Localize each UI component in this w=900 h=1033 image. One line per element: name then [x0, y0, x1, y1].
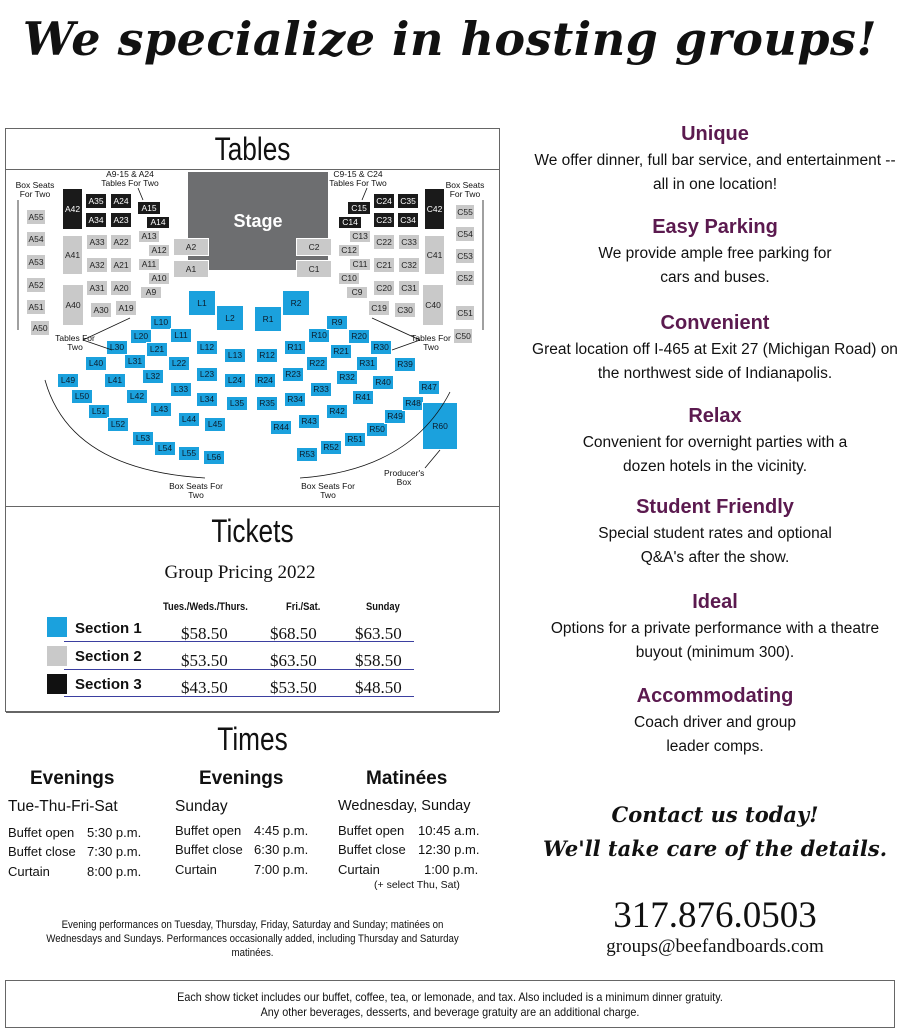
seat-l20: L20 — [130, 329, 152, 344]
seat-r11: R11 — [284, 340, 306, 355]
seat-r2: R2 — [282, 290, 310, 316]
column-header: Fri./Sat. — [286, 601, 321, 613]
matinee-note: (+ select Thu, Sat) — [374, 879, 460, 891]
seat-c10: C10 — [338, 272, 360, 285]
seat-l35: L35 — [226, 396, 248, 411]
seat-r1: R1 — [254, 306, 282, 332]
underline — [64, 641, 414, 642]
times-row-label: Buffet open — [175, 823, 242, 838]
seat-l45: L45 — [204, 417, 226, 432]
map-label-c9-15: C9-15 & C24 Tables For Two — [329, 169, 387, 188]
seat-c12: C12 — [338, 244, 360, 257]
seat-c1: C1 — [296, 260, 332, 278]
seat-a42: A42 — [62, 188, 83, 230]
seat-a10: A10 — [148, 272, 170, 285]
seat-l31: L31 — [124, 354, 146, 369]
seat-l52: L52 — [107, 417, 129, 432]
seat-r23: R23 — [282, 367, 304, 382]
seat-a51: A51 — [26, 299, 46, 315]
seat-c51: C51 — [455, 305, 475, 321]
seat-c40: C40 — [422, 284, 444, 326]
seat-c32: C32 — [398, 257, 420, 273]
seat-r43: R43 — [298, 414, 320, 429]
times-title: Times — [217, 721, 288, 757]
seat-r53: R53 — [296, 447, 318, 462]
seat-l55: L55 — [178, 446, 200, 461]
seat-a20: A20 — [110, 280, 132, 296]
seat-c34: C34 — [397, 212, 419, 228]
seat-l40: L40 — [85, 356, 107, 371]
column-header: Tues./Weds./Thurs. — [163, 601, 248, 613]
feature-title: Relax — [688, 405, 742, 427]
seat-l1: L1 — [188, 290, 216, 316]
seat-l41: L41 — [104, 373, 126, 388]
price: $63.50 — [270, 651, 317, 670]
times-row-value: 6:30 p.m. — [254, 842, 309, 857]
map-label-tables-left: Tables For Two — [55, 333, 95, 352]
times-row-value: 5:30 p.m. — [87, 825, 142, 840]
section-2-label: Section 2 — [75, 648, 142, 665]
seat-r48: R48 — [402, 396, 424, 411]
headline: We specialize in hosting groups! — [22, 12, 878, 66]
map-label-a9-15: A9-15 & A24 Tables For Two — [101, 169, 159, 188]
seat-a12: A12 — [148, 244, 170, 257]
seat-c55: C55 — [455, 204, 475, 220]
seat-r44: R44 — [270, 420, 292, 435]
seat-r60: R60 — [422, 402, 458, 450]
seat-c33: C33 — [398, 234, 420, 250]
section-3-label: Section 3 — [75, 676, 142, 693]
seat-c52: C52 — [455, 270, 475, 286]
seat-r35: R35 — [256, 396, 278, 411]
bottom-note-line-1: Each show ticket includes our buffet, coffee, tea, or lemonade, and tax. Also included is a minimum dinner gratuity. — [177, 990, 723, 1004]
times-sub: Sunday — [175, 798, 228, 815]
map-label-box-seats-left: Box Seats For Two — [15, 180, 55, 199]
times-row-label: Buffet close — [8, 844, 76, 859]
seat-l32: L32 — [142, 369, 164, 384]
seat-l53: L53 — [132, 431, 154, 446]
feature-title: Student Friendly — [636, 496, 794, 518]
seat-a14: A14 — [146, 216, 170, 229]
seat-a52: A52 — [26, 277, 46, 293]
seat-l49: L49 — [57, 373, 79, 388]
section-2-swatch — [47, 646, 67, 666]
times-head: Evenings — [199, 768, 284, 789]
seat-r9: R9 — [326, 315, 348, 330]
seat-l56: L56 — [203, 450, 225, 465]
price: $58.50 — [181, 624, 228, 643]
times-sub: Wednesday, Sunday — [338, 798, 471, 814]
seat-r30: R30 — [370, 340, 392, 355]
seat-r24: R24 — [254, 373, 276, 388]
seat-a31: A31 — [86, 280, 108, 296]
times-row-value: 12:30 p.m. — [418, 842, 480, 857]
times-row-value: 7:00 p.m. — [254, 862, 309, 877]
map-label-box-bottom-left: Box Seats For Two — [169, 481, 223, 500]
seat-r52: R52 — [320, 440, 342, 455]
seat-c31: C31 — [398, 280, 420, 296]
divider — [6, 169, 499, 170]
seat-c42: C42 — [424, 188, 445, 230]
tickets-title: Tickets — [211, 513, 294, 549]
seat-l21: L21 — [146, 342, 168, 357]
seat-r34: R34 — [284, 392, 306, 407]
seat-c22: C22 — [373, 234, 395, 250]
seat-r32: R32 — [336, 370, 358, 385]
times-head: Matinées — [366, 768, 448, 789]
seat-c11: C11 — [349, 258, 371, 271]
times-row-value: 4:45 p.m. — [254, 823, 309, 838]
underline — [64, 696, 414, 697]
seat-l10: L10 — [150, 315, 172, 330]
price: $48.50 — [355, 678, 402, 697]
seat-a1: A1 — [173, 260, 209, 278]
divider — [6, 712, 499, 713]
price: $53.50 — [270, 678, 317, 697]
seat-a23: A23 — [110, 212, 132, 228]
map-label-box-seats-right: Box Seats For Two — [445, 180, 485, 199]
phone-number[interactable]: 317.876.0503 — [613, 895, 817, 936]
times-row-label: Curtain — [175, 862, 217, 877]
seat-a35: A35 — [85, 193, 107, 209]
map-label-tables-right: Tables For Two — [411, 333, 451, 352]
section-1-swatch — [47, 617, 67, 637]
seat-c2: C2 — [296, 238, 332, 256]
seat-l2: L2 — [216, 305, 244, 331]
seat-c30: C30 — [394, 302, 416, 318]
map-label-producers-box: Producer's Box — [384, 468, 425, 487]
times-row-label: Curtain — [8, 864, 50, 879]
times-row-value: 10:45 a.m. — [418, 823, 480, 838]
times-row-label: Buffet open — [338, 823, 405, 838]
seat-l33: L33 — [170, 382, 192, 397]
feature-title: Unique — [681, 123, 749, 145]
seat-a22: A22 — [110, 234, 132, 250]
seat-r39: R39 — [394, 357, 416, 372]
times-row-label: Buffet open — [8, 825, 75, 840]
section-1-label: Section 1 — [75, 620, 142, 637]
price: $63.50 — [355, 624, 402, 643]
seat-c20: C20 — [373, 280, 395, 296]
feature-body: Special student rates and optional Q&A's after the show. — [598, 525, 832, 566]
seat-a19: A19 — [115, 300, 137, 316]
seat-a11: A11 — [138, 258, 160, 271]
seat-c14: C14 — [338, 216, 362, 229]
seat-c9: C9 — [346, 286, 368, 299]
seat-r41: R41 — [352, 390, 374, 405]
times-row-label: Buffet close — [175, 842, 243, 857]
pricing-title: Group Pricing 2022 — [164, 562, 316, 583]
seat-l43: L43 — [150, 402, 172, 417]
seat-c41: C41 — [424, 235, 445, 275]
seat-r31: R31 — [356, 356, 378, 371]
seat-a34: A34 — [85, 212, 107, 228]
feature-body: We offer dinner, full bar service, and entertainment -- all in one location! — [534, 152, 896, 193]
seat-a15: A15 — [137, 201, 161, 215]
seat-r49: R49 — [384, 409, 406, 424]
seat-r21: R21 — [330, 344, 352, 359]
times-row-value: 8:00 p.m. — [87, 864, 142, 879]
feature-title: Accommodating — [636, 685, 794, 707]
seat-c15: C15 — [347, 201, 371, 215]
seat-a32: A32 — [86, 257, 108, 273]
column-header: Sunday — [366, 601, 400, 613]
seat-a40: A40 — [62, 284, 84, 326]
times-row-value: 7:30 p.m. — [87, 844, 142, 859]
seat-c35: C35 — [397, 193, 419, 209]
times-row-label: Buffet close — [338, 842, 406, 857]
seat-r50: R50 — [366, 422, 388, 437]
seat-l42: L42 — [126, 389, 148, 404]
bottom-note-line-2: Any other beverages, desserts, and beverage gratuity are an additional charge. — [260, 1005, 640, 1019]
seat-l51: L51 — [88, 404, 110, 419]
seat-a33: A33 — [86, 234, 108, 250]
price: $43.50 — [181, 678, 228, 697]
seat-l30: L30 — [106, 340, 128, 355]
contact-line-2: We'll take care of the details. — [542, 836, 888, 861]
feature-title: Convenient — [660, 312, 770, 334]
divider — [6, 506, 499, 507]
feature-title: Ideal — [692, 591, 738, 613]
times-row-value: 1:00 p.m. — [424, 862, 479, 877]
section-3-swatch — [47, 674, 67, 694]
seat-a54: A54 — [26, 231, 46, 247]
seat-c54: C54 — [455, 226, 475, 242]
seat-a24: A24 — [110, 193, 132, 209]
contact-line-1: Contact us today! — [611, 802, 819, 827]
seat-l34: L34 — [196, 392, 218, 407]
seat-a30: A30 — [90, 302, 112, 318]
map-label-box-bottom-mid: Box Seats For Two — [301, 481, 355, 500]
seat-r51: R51 — [344, 432, 366, 447]
seat-c50: C50 — [453, 328, 473, 344]
seat-r10: R10 — [308, 328, 330, 343]
seat-l22: L22 — [168, 356, 190, 371]
seat-r22: R22 — [306, 356, 328, 371]
seat-a53: A53 — [26, 254, 46, 270]
seat-r12: R12 — [256, 348, 278, 363]
performance-footnote: Evening performances on Tuesday, Thursday, Friday, Saturday and Sunday; matinées on Wednesdays and Sundays. Performances occasionally added, including Thursday and Saturday matinées. — [46, 919, 459, 959]
times-sub: Tue-Thu-Fri-Sat — [8, 798, 118, 815]
bottom-note — [5, 980, 895, 1028]
tables-title: Tables — [214, 131, 291, 167]
seat-l54: L54 — [154, 441, 176, 456]
feature-body: Coach driver and group leader comps. — [634, 714, 796, 755]
feature-body: Options for a private performance with a theatre buyout (minimum 300). — [550, 620, 880, 661]
seat-c53: C53 — [455, 248, 475, 264]
times-head: Evenings — [30, 768, 115, 789]
seat-a2: A2 — [173, 238, 209, 256]
feature-title: Easy Parking — [652, 216, 778, 238]
seat-a21: A21 — [110, 257, 132, 273]
feature-body: We provide ample free parking for cars and buses. — [598, 245, 832, 286]
seat-l13: L13 — [224, 348, 246, 363]
price: $58.50 — [355, 651, 402, 670]
email-address[interactable]: groups@beefandboards.com — [606, 936, 824, 957]
seat-a41: A41 — [62, 235, 83, 275]
seat-a55: A55 — [26, 209, 46, 225]
seat-l23: L23 — [196, 367, 218, 382]
feature-body: Great location off I-465 at Exit 27 (Michigan Road) on the northwest side of Indianapolis. — [532, 341, 898, 382]
seat-a13: A13 — [138, 230, 160, 243]
times-row-label: Curtain — [338, 862, 380, 877]
seat-c19: C19 — [368, 300, 390, 316]
stage: Stage — [188, 172, 328, 270]
seat-c13: C13 — [349, 230, 371, 243]
price: $68.50 — [270, 624, 317, 643]
underline — [64, 669, 414, 670]
seat-r20: R20 — [348, 329, 370, 344]
seat-a50: A50 — [30, 320, 50, 336]
seat-c24: C24 — [373, 193, 395, 209]
seat-l12: L12 — [196, 340, 218, 355]
seat-c21: C21 — [373, 257, 395, 273]
seat-r40: R40 — [372, 375, 394, 390]
seat-l44: L44 — [178, 412, 200, 427]
seat-l11: L11 — [170, 328, 192, 343]
seat-r47: R47 — [418, 380, 440, 395]
price: $53.50 — [181, 651, 228, 670]
seat-l50: L50 — [71, 389, 93, 404]
seat-c23: C23 — [373, 212, 395, 228]
seat-a9: A9 — [140, 286, 162, 299]
seat-l24: L24 — [224, 373, 246, 388]
feature-body: Convenient for overnight parties with a dozen hotels in the vicinity. — [582, 434, 848, 475]
seat-r33: R33 — [310, 382, 332, 397]
seat-r42: R42 — [326, 404, 348, 419]
